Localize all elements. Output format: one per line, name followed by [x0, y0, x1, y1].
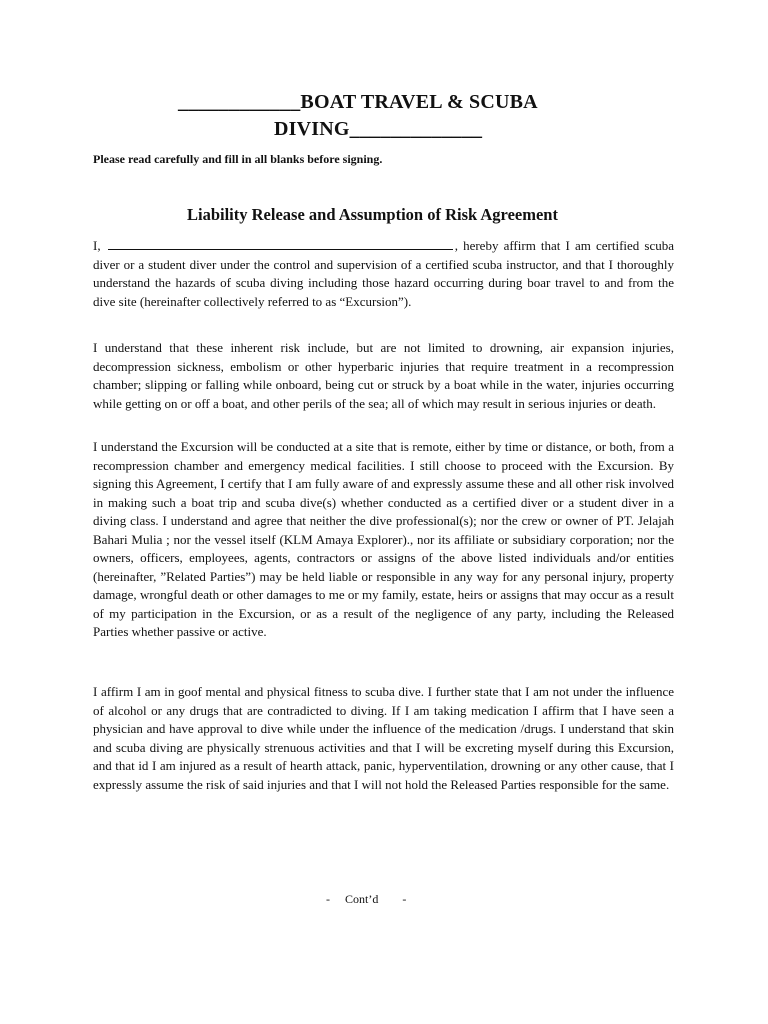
- document-title-line-1: ____________BOAT TRAVEL & SCUBA: [178, 91, 538, 113]
- continued-marker: - Cont’d -: [326, 892, 407, 906]
- instruction-text: Please read carefully and fill in all blanks before signing.: [93, 152, 383, 166]
- affirmation-text: , hereby affirm that I am certified scuba diver or a student diver under the control and supervision of a certified scuba instructor, and that I thoroughly understand the hazards of scuba diving including those hazard occurring during boar travel to and from the dive site (hereinafter collectively referred to as “Excursion”).: [93, 238, 674, 309]
- agreement-title: Liability Release and Assumption of Risk Agreement: [187, 205, 558, 224]
- name-blank-field[interactable]: [108, 238, 453, 250]
- paragraph-inherent-risk: I understand that these inherent risk include, but are not limited to drowning, air expansion injuries, decompression sickness, embolism or other hyperbaric injuries that require treatment in a recompression chamber; slipping or falling while onboard, being cut or struck by a boat while in the water, injuries occurring while getting on or off a boat, and other perils of the sea; all of which may result in serious injuries or death.: [93, 340, 674, 411]
- paragraph-excursion-release: I understand the Excursion will be conducted at a site that is remote, either by time or distance, or both, from a recompression chamber and emergency medical facilities. I still choose to proceed with the Excursion. By signing this Agreement, I certify that I am fully aware of and expressly assume these and all other risk involved in making such a boat trip and scuba dive(s) whether conducted as a certified diver or a student diver in a diving class. I understand and agree that neither the dive professional(s); nor the crew or owner of PT. Jelajah Bahari Mulia ; nor the vessel itself (KLM Amaya Explorer)., nor its affiliate or subsidiary corporation; nor the owners, officers, employees, agents, contractors or assigns of the above listed individuals and/or entities (hereinafter, ”Related Parties”) may be held liable or responsible in any way for any personal injury, property damage, wrongful death or other damages to me or my family, estate, heirs or assigns that may occur as a result of my participation in the Excursion, or as a result of the negligence of any party, including the Released Parties whether passive or active.: [93, 439, 674, 639]
- paragraph-fitness-affirmation: I affirm I am in goof mental and physical fitness to scuba dive. I further state that I am not under the influence of alcohol or any drugs that are contradicted to diving. If I am taking medication I affirm that I have seen a physician and have approval to dive while under the influence of the medication /drugs. I understand that skin and scuba diving are physically strenuous activities and that I will be excreting myself during this Excursion, and that id I am injured as a result of hearth attack, panic, hyperventilation, drowning or any other cause, that I expressly assume the risk of said injuries and that I will not hold the Released Parties responsible for the same.: [93, 684, 674, 792]
- paragraph-affirmation: [93, 237, 674, 311]
- affirmation-prefix: I,: [93, 238, 101, 253]
- document-title-line-2: DIVING_____________: [274, 118, 483, 140]
